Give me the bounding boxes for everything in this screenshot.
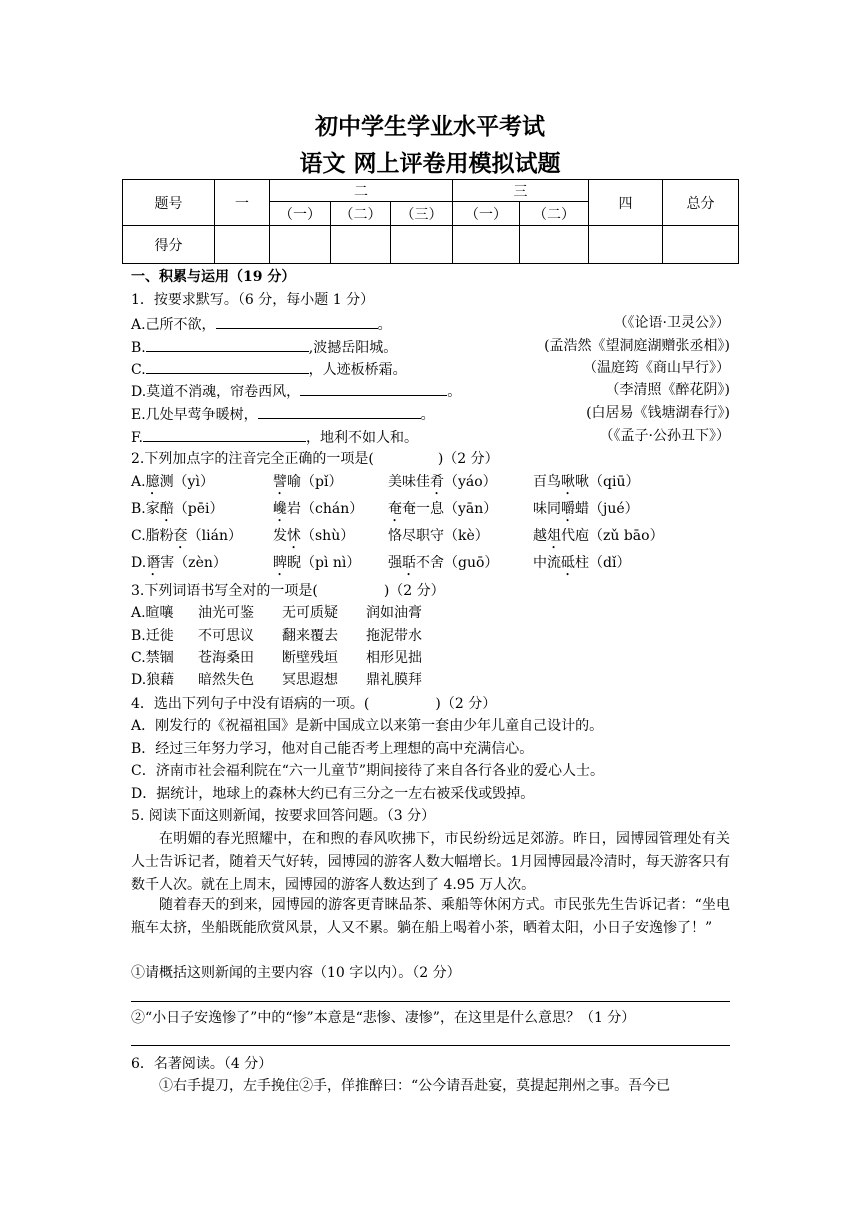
score-col-4: 四 (589, 180, 663, 226)
q2-option-d1: D.谮害（zèn） (131, 555, 227, 571)
score-label-question: 题号 (123, 180, 215, 226)
score-cell[interactable] (589, 226, 663, 264)
q2-option-a1: A.臆测（yì） (131, 474, 214, 490)
answer-blank[interactable] (216, 313, 378, 329)
q3-word: 拖泥带水 (366, 628, 422, 644)
q2-option-a2: 譬喻（pǐ） (273, 474, 343, 490)
answer-slot[interactable] (318, 580, 384, 595)
q1-source-e: (白居易《钱塘湖春行》) (586, 405, 730, 421)
q3-word: 冥思遐想 (282, 672, 338, 688)
q3-word: 暗然失色 (198, 672, 254, 688)
score-table (122, 179, 739, 264)
q4-option-b: B．经过三年努力学习，他对自己能否考上理想的高中充满信心。 (131, 741, 534, 757)
q3-stem: 3.下列词语书写全对的一项是( )（2 分） (131, 580, 445, 601)
answer-blank[interactable] (300, 380, 447, 396)
answer-line[interactable] (131, 1045, 730, 1046)
answer-blank[interactable] (143, 426, 306, 442)
q2-option-a4: 百鸟啾啾（qiū） (533, 474, 640, 490)
score-cell[interactable] (391, 226, 453, 264)
q5-sub-question-1: ①请概括这则新闻的主要内容（10 字以内）。（2 分） (131, 965, 461, 981)
score-label-score: 得分 (123, 226, 215, 264)
q1-item-d: D.莫道不消魂，帘卷西风， 。 (131, 380, 461, 402)
q3-word: 无可质疑 (282, 605, 338, 621)
q2-option-c2: 发怵（shù） (273, 528, 355, 544)
q1-item-f: F. ，地利不如人和。 (131, 426, 418, 448)
q5-stem: 5. 阅读下面这则新闻，按要求回答问题。（3 分） (131, 808, 436, 824)
q1-source-c: （温庭筠《商山早行》） (583, 360, 730, 376)
news-paragraph-1: 在明媚的春光照耀中，在和煦的春风吹拂下，市民纷纷远足郊游。昨日，园博园管理处有关人士告诉记者，随着天气好转，园博园的游客人数大幅增长。1月园博园最冷清时，每天游客只有数千人次。就在上周末，园博园的游客人数达到了 4.95 万人次。 (131, 831, 730, 893)
score-col-total: 总分 (663, 180, 739, 226)
score-col-2: 二 (270, 180, 453, 202)
answer-blank[interactable] (258, 403, 421, 419)
q6-stem: 6．名著阅读。（4 分） (131, 1056, 273, 1072)
q2-stem: 2.下列加点字的注音完全正确的一项是( )（2 分） (131, 448, 499, 469)
q1-stem: 1．按要求默写。（6 分，每小题 1 分） (131, 292, 375, 308)
q1-item-a: A.己所不欲， 。 (131, 313, 392, 335)
q3-word: 鼎礼膜拜 (366, 672, 422, 688)
q3-word: 相形见拙 (366, 650, 422, 666)
exam-title: 初中学生学业水平考试 (315, 113, 545, 140)
score-cell[interactable] (520, 226, 589, 264)
q3-word: A.暄嚷 (131, 605, 174, 621)
q3-word: C.禁锢 (131, 650, 174, 666)
q3-word: 不可思议 (198, 628, 254, 644)
exam-subtitle: 语文 网上评卷用模拟试题 (299, 150, 561, 177)
score-col-1: 一 (215, 180, 270, 226)
q3-word: 断壁残垣 (282, 650, 338, 666)
q1-item-c: C. ，人迹板桥霜。 (131, 358, 407, 380)
q4-option-d: D．据统计，地球上的森林大约已有三分之一左右被采伐或毁掉。 (131, 786, 535, 802)
score-cell[interactable] (331, 226, 391, 264)
score-cell[interactable] (270, 226, 331, 264)
q1-source-a: （《论语·卫灵公》） (613, 315, 730, 331)
q2-option-c1: C.脂粉奁（lián） (131, 528, 242, 544)
answer-slot[interactable] (369, 693, 435, 708)
q3-word: 润如油膏 (366, 605, 422, 621)
q1-source-b: (孟浩然《望洞庭湖赠张丞相》) (544, 338, 730, 354)
q6-text: ①右手提刀，左手挽住②手，佯推醉曰：“公今请吾赴宴，莫提起荆州之事。吾今已 (159, 1078, 671, 1094)
news-paragraph-2: 随着春天的到来，园博园的游客更青睐品茶、乘船等休闲方式。市民张先生告诉记者：“坐电瓶车太挤，坐船既能欣赏风景，人又不累。躺在船上喝着小茶，晒着太阳，小日子安逸惨了！” (131, 897, 730, 936)
q3-word: 苍海桑田 (198, 650, 254, 666)
answer-line[interactable] (131, 1001, 730, 1002)
q1-item-e: E.几处早莺争暖树， 。 (131, 403, 435, 425)
q2-option-b3: 奄奄一息（yān） (388, 501, 498, 517)
q3-word: B.迁徙 (131, 628, 174, 644)
answer-blank[interactable] (146, 358, 309, 374)
q2-option-b2: 巉岩（chán） (273, 501, 364, 517)
q3-word: 油光可鉴 (198, 605, 254, 621)
q2-option-b4: 味同嚼蜡（jué） (533, 501, 639, 517)
score-sub-2-2: （二） (331, 202, 391, 226)
q1-source-d: （李清照《醉花阴》) (605, 382, 730, 398)
q3-word: 翻来覆去 (282, 628, 338, 644)
q2-option-c4: 越俎代庖（zǔ bāo） (533, 528, 664, 544)
score-cell[interactable] (453, 226, 520, 264)
q4-option-c: C．济南市社会福利院在“六一儿童节”期间接待了来自各行各业的爱心人士。 (131, 763, 605, 779)
score-col-3: 三 (453, 180, 589, 202)
score-sub-3-2: （二） (520, 202, 589, 226)
q2-option-a3: 美味佳肴（yáo） (388, 474, 497, 490)
score-sub-2-3: （三） (391, 202, 453, 226)
q2-option-d4: 中流砥柱（dǐ） (533, 555, 631, 571)
q2-option-d2: 睥睨（pì nì） (273, 555, 361, 571)
q2-option-d3: 强聒不舍（guō） (388, 555, 499, 571)
score-sub-2-1: （一） (270, 202, 331, 226)
q1-source-f: （《孟子·公孙丑下》） (599, 428, 730, 444)
q2-option-c3: 恪尽职守（kè） (388, 528, 489, 544)
q4-stem: 4．选出下列句子中没有语病的一项。( )（2 分） (131, 693, 496, 714)
score-sub-3-1: （一） (453, 202, 520, 226)
score-cell[interactable] (663, 226, 739, 264)
q2-option-b1: B.家醅（pēi） (131, 501, 224, 517)
q4-option-a: A．刚发行的《祝福祖国》是新中国成立以来第一套由少年儿童自己设计的。 (131, 718, 604, 734)
q5-sub-question-2: ②“小日子安逸惨了”中的“惨”本意是“悲惨、凄惨”，在这里是什么意思？（1 分） (131, 1010, 636, 1026)
score-cell[interactable] (215, 226, 270, 264)
answer-blank[interactable] (146, 336, 309, 352)
section-heading: 一、积累与运用（19 分） (131, 269, 296, 285)
answer-slot[interactable] (374, 448, 438, 463)
q3-word: D.狼藉 (131, 672, 175, 688)
q1-item-b: B. ,波撼岳阳城。 (131, 336, 397, 358)
